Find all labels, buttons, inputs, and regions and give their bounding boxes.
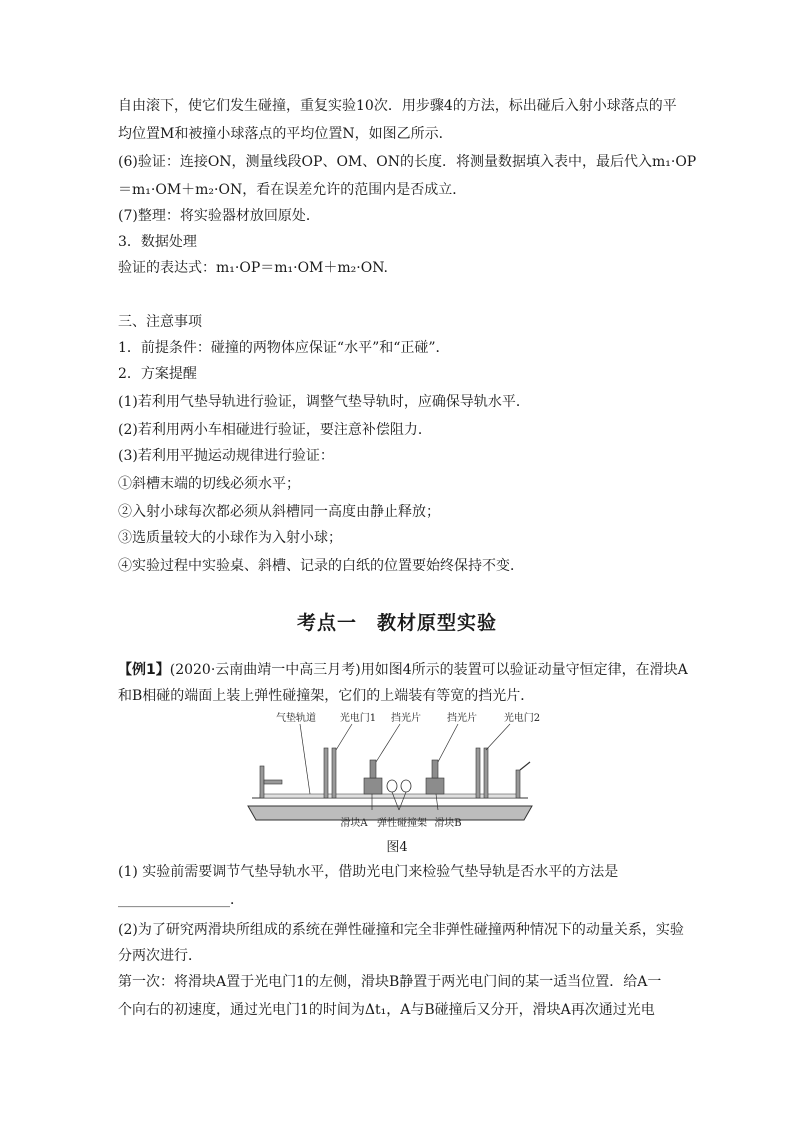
question-line: 第一次：将滑块A置于光电门1的左侧，滑块B静置于两光电门间的某一适当位置．给A一 bbox=[118, 974, 662, 990]
leader-line bbox=[300, 724, 310, 794]
example-text: (2020·云南曲靖一中高三月考)用如图4所示的装置可以验证动量守恒定律，在滑块A bbox=[169, 662, 688, 678]
slider-b bbox=[426, 778, 444, 794]
bumper-b bbox=[401, 780, 411, 792]
text-line: 验证的表达式：m₁·OP＝m₁·OM＋m₂·ON. bbox=[118, 260, 389, 276]
label-flag-2: 挡光片 bbox=[447, 713, 477, 724]
left-stop bbox=[260, 766, 264, 798]
leader-line bbox=[336, 724, 352, 750]
flag-b bbox=[432, 760, 438, 778]
leader-line bbox=[486, 724, 510, 750]
text-line: ＝m₁·OM＋m₂·ON，看在误差允许的范围内是否成立． bbox=[118, 182, 467, 198]
text-line: (6)验证：连接ON，测量线段OP、OM、ON的长度．将测量数据填入表中，最后代入m₁·OP bbox=[118, 154, 697, 170]
air-track-diagram bbox=[240, 708, 540, 833]
answer-blank: ________________． bbox=[118, 892, 244, 908]
section-heading: 考点一 教材原型实验 bbox=[296, 612, 497, 634]
right-stop bbox=[516, 770, 520, 798]
text-line: 自由滚下，使它们发生碰撞，重复实验10次．用步骤4的方法，标出碰后入射小球落点的平 bbox=[118, 98, 677, 114]
question-line: (2)为了研究两滑块所组成的系统在弹性碰撞和完全非弹性碰撞两种情况下的动量关系，实验 bbox=[118, 922, 684, 938]
text-line: 2．方案提醒 bbox=[118, 366, 197, 382]
right-inlet bbox=[520, 762, 530, 770]
example-line bbox=[118, 660, 688, 680]
text-line: ④实验过程中实验桌、斜槽、记录的白纸的位置要始终保持不变． bbox=[118, 558, 524, 574]
text-line: ①斜槽末端的切线必须水平； bbox=[118, 476, 300, 492]
text-line: (2)若利用两小车相碰进行验证，要注意补偿阻力． bbox=[118, 422, 432, 438]
question-line: 分两次进行． bbox=[118, 948, 202, 964]
photogate-1-post bbox=[332, 748, 336, 798]
text-line: 1．前提条件：碰撞的两物体应保证“水平”和“正碰”． bbox=[118, 340, 450, 356]
slider-a bbox=[364, 778, 382, 794]
label-slider-a: 滑块A bbox=[340, 818, 368, 829]
text-line: (1)若利用气垫导轨进行验证，调整气垫导轨时，应确保导轨水平． bbox=[118, 394, 530, 410]
text-line: ②入射小球每次都必须从斜槽同一高度由静止释放； bbox=[118, 504, 440, 520]
leader-line bbox=[376, 724, 400, 762]
left-inlet bbox=[264, 780, 282, 784]
question-line: (1) 实验前需要调节气垫导轨水平，借助光电门来检验气垫导轨是否水平的方法是 bbox=[118, 864, 619, 880]
label-slider-b: 滑块B bbox=[434, 818, 462, 829]
example-label: 【例1】 bbox=[118, 662, 170, 678]
label-photogate-1: 光电门1 bbox=[339, 713, 377, 724]
photogate-1-post bbox=[324, 748, 328, 798]
label-flag-1: 挡光片 bbox=[391, 713, 421, 724]
question-line: 个向右的初速度，通过光电门1的时间为Δt₁，A与B碰撞后又分开，滑块A再次通过光电 bbox=[118, 1002, 655, 1018]
bumper-a bbox=[387, 780, 397, 792]
text-line: (3)若利用平抛运动规律进行验证： bbox=[118, 448, 334, 464]
figure-caption: 图4 bbox=[386, 840, 408, 855]
text-line: 3．数据处理 bbox=[118, 234, 197, 250]
label-photogate-2: 光电门2 bbox=[503, 713, 540, 724]
leader-line bbox=[438, 724, 458, 762]
photogate-2-post bbox=[476, 748, 480, 798]
example-line: 和B相碰的端面上装上弹性碰撞架，它们的上端装有等宽的挡光片． bbox=[118, 688, 535, 704]
label-air-track: 气垫轨道 bbox=[276, 713, 316, 724]
photogate-2-post bbox=[484, 748, 488, 798]
flag-a bbox=[370, 760, 376, 778]
label-bumper: 弹性碰撞架 bbox=[377, 818, 427, 829]
text-line: 均位置M和被撞小球落点的平均位置N，如图乙所示． bbox=[118, 126, 453, 142]
text-line: ③选质量较大的小球作为入射小球； bbox=[118, 530, 342, 546]
section-subheading: 三、注意事项 bbox=[118, 314, 202, 330]
text-line: (7)整理：将实验器材放回原处． bbox=[118, 208, 320, 224]
